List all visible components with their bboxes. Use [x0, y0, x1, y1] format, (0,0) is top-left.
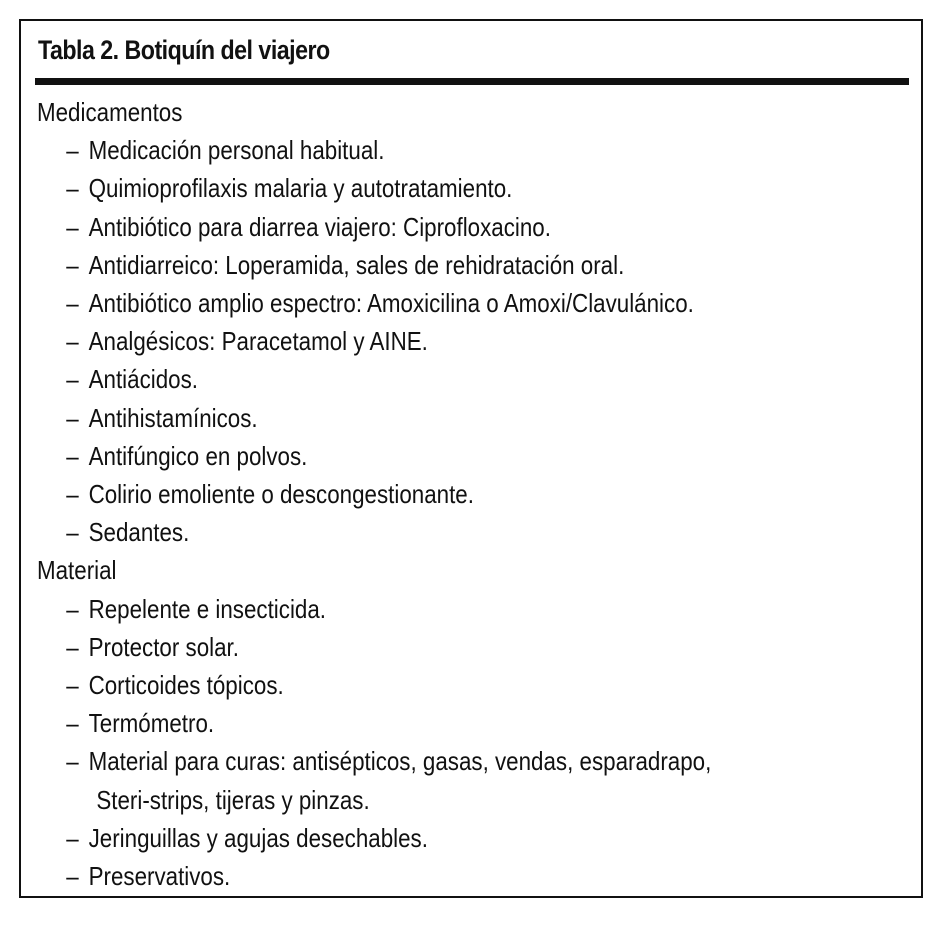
dash-bullet: –	[66, 402, 79, 433]
item-text-continuation: Steri-strips, tijeras y pinzas.	[96, 784, 370, 815]
dash-bullet: –	[66, 861, 79, 892]
dash-bullet: –	[66, 364, 79, 395]
item-text: Preservativos.	[88, 861, 231, 892]
section-heading-medicamentos: Medicamentos	[37, 97, 183, 127]
list-item	[66, 819, 711, 857]
list-item	[66, 628, 711, 666]
dash-bullet: –	[66, 517, 79, 548]
dash-bullet: –	[66, 249, 79, 280]
dash-bullet: –	[66, 288, 79, 319]
dash-bullet: –	[66, 631, 79, 662]
list-item	[66, 704, 711, 742]
item-text: Analgésicos: Paracetamol y AINE.	[88, 326, 428, 357]
dash-bullet: –	[66, 746, 79, 777]
list-item	[66, 169, 711, 207]
item-text: Sedantes.	[88, 517, 190, 548]
dash-bullet: –	[66, 822, 79, 853]
list-item	[66, 857, 711, 895]
dash-bullet: –	[66, 670, 79, 701]
table-title: Tabla 2. Botiquín del viajero	[38, 35, 330, 65]
list-item	[66, 513, 711, 551]
dash-bullet: –	[66, 173, 79, 204]
item-text: Corticoides tópicos.	[88, 670, 284, 701]
dash-bullet: –	[66, 326, 79, 357]
table-content	[37, 93, 711, 895]
list-item	[66, 437, 711, 475]
title-rule	[35, 78, 909, 85]
item-text: Jeringuillas y agujas desechables.	[88, 822, 428, 853]
item-text: Antidiarreico: Loperamida, sales de rehidratación oral.	[88, 249, 625, 280]
list-item	[66, 399, 711, 437]
item-text: Protector solar.	[88, 631, 239, 662]
item-text: Quimioprofilaxis malaria y autotratamiento.	[88, 173, 513, 204]
item-text: Repelente e insecticida.	[88, 593, 327, 624]
material-list	[37, 590, 711, 896]
list-item	[66, 475, 711, 513]
item-text: Antiácidos.	[88, 364, 198, 395]
list-item	[66, 742, 711, 818]
dash-bullet: –	[66, 440, 79, 471]
dash-bullet: –	[66, 708, 79, 739]
section-heading-material: Material	[37, 555, 117, 586]
item-text: Antibiótico para diarrea viajero: Ciprofloxacino.	[88, 211, 551, 242]
list-item	[66, 131, 711, 169]
list-item	[66, 360, 711, 398]
list-item	[66, 590, 711, 628]
dash-bullet: –	[66, 479, 79, 510]
item-text: Antifúngico en polvos.	[88, 440, 308, 471]
dash-bullet: –	[66, 135, 79, 166]
list-item	[66, 666, 711, 704]
dash-bullet: –	[66, 211, 79, 242]
list-item	[66, 208, 711, 246]
list-item	[66, 246, 711, 284]
item-text: Colirio emoliente o descongestionante.	[88, 479, 474, 510]
item-text: Antibiótico amplio espectro: Amoxicilina o Amoxi/Clavulánico.	[88, 288, 694, 319]
dash-bullet: –	[66, 593, 79, 624]
medicamentos-list	[37, 131, 711, 551]
item-text: Material para curas: antisépticos, gasas, vendas, esparadrapo,	[88, 746, 712, 777]
list-item	[66, 284, 711, 322]
item-text: Medicación personal habitual.	[88, 135, 385, 166]
item-text: Termómetro.	[88, 708, 215, 739]
item-text: Antihistamínicos.	[88, 402, 258, 433]
list-item	[66, 322, 711, 360]
table-box	[19, 19, 923, 898]
